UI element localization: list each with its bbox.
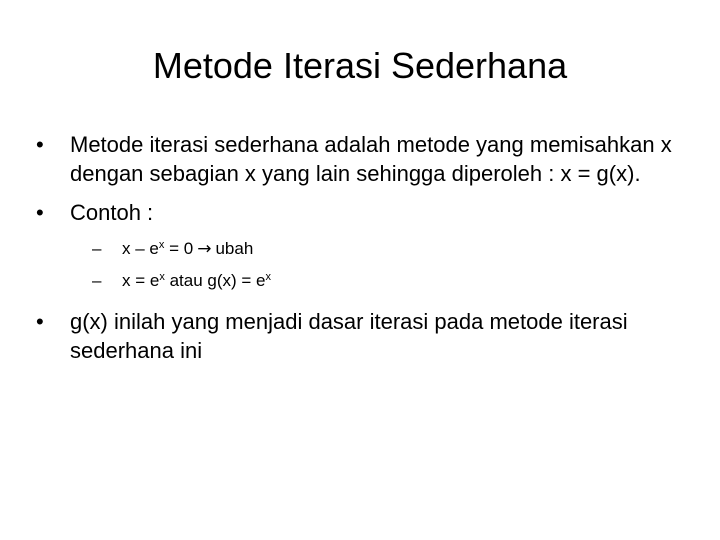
exponent: x (265, 271, 271, 283)
slide-title: Metode Iterasi Sederhana (152, 45, 568, 86)
example-list (92, 237, 676, 293)
dash-icon: – (92, 239, 102, 258)
arrow-right-icon: → (197, 239, 212, 259)
bullet-text: g(x) inilah yang menjadi dasar iterasi pada metode iterasi sederhana ini (70, 309, 628, 363)
example-part: atau g(x) = e (164, 271, 266, 290)
example-part: x = e (122, 271, 160, 290)
exponent: x (159, 271, 165, 283)
example-part: = 0 (164, 239, 194, 258)
bullet-text: Contoh : (70, 200, 154, 225)
bullet-item (36, 130, 676, 188)
example-part: x – e (122, 239, 159, 258)
bullet-text: Metode iterasi sederhana adalah metode yang memisahkan x dengan sebagian x yang lain sehingga diperoleh : x = g(x). (70, 132, 672, 186)
bullet-icon: • (36, 132, 44, 157)
bullet-item (36, 198, 676, 227)
example-item (92, 237, 676, 261)
dash-icon: – (92, 271, 102, 290)
slide-content (36, 130, 676, 375)
exponent: x (158, 239, 165, 251)
bullet-item (36, 307, 676, 365)
example-part: ubah (215, 239, 254, 258)
bullet-icon: • (36, 309, 44, 334)
bullet-icon: • (36, 200, 44, 225)
example-item (92, 269, 676, 293)
